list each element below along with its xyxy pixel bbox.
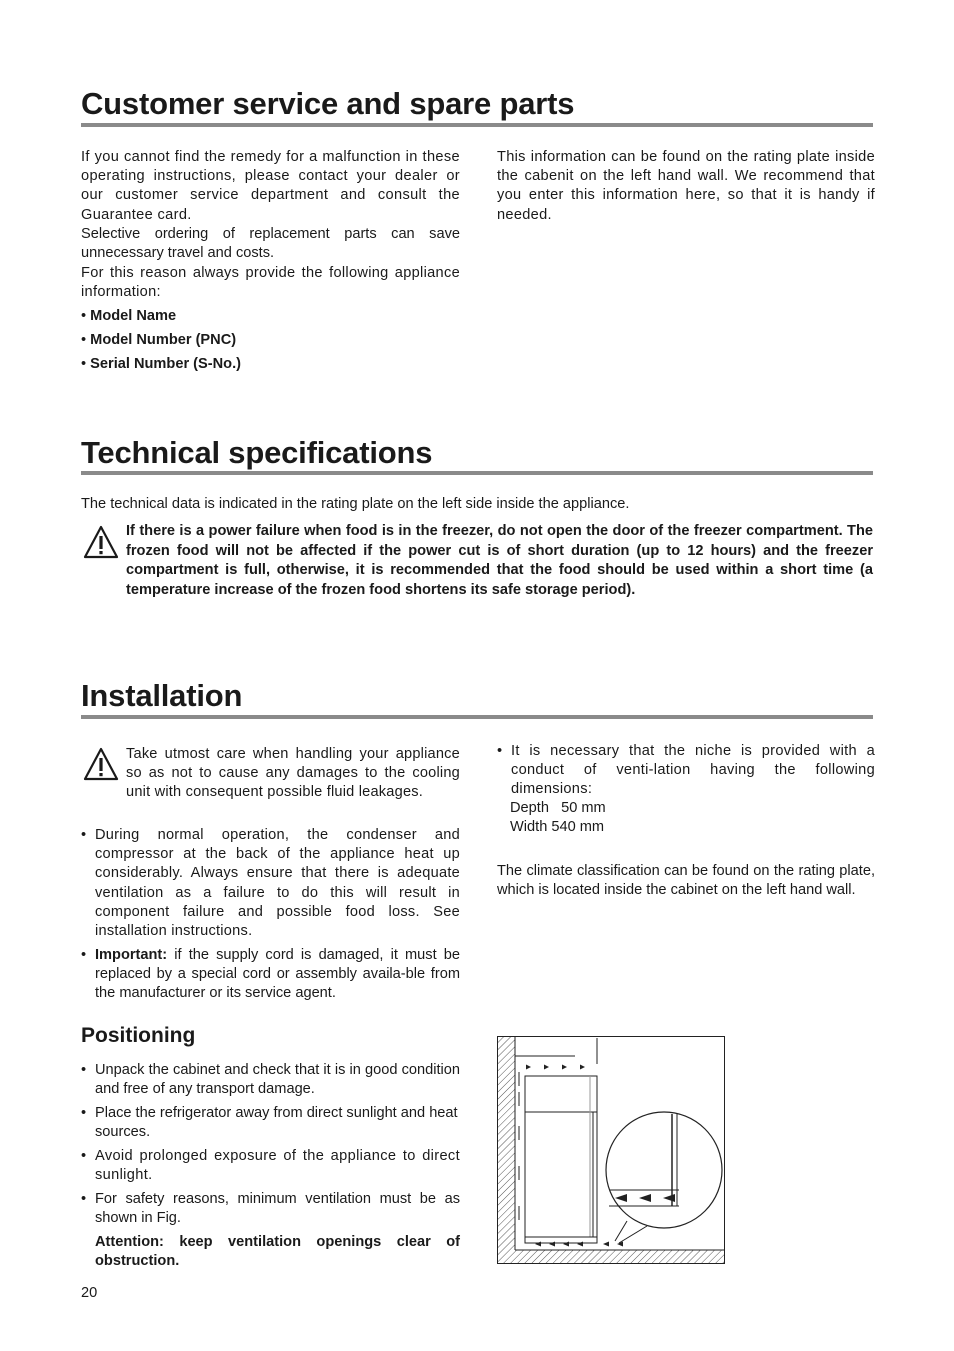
list-item <box>81 1190 460 1230</box>
list-item-label: Model Name <box>90 308 177 324</box>
heading-rule <box>81 715 873 719</box>
heading-rule <box>81 123 873 127</box>
bullet: • <box>81 1191 87 1207</box>
list-item <box>81 1147 460 1187</box>
bullet: • <box>81 1105 87 1121</box>
list-item-label: Model Number (PNC) <box>90 332 237 348</box>
paragraph: Selective ordering of replacement parts can save unnecessary travel and costs. <box>81 226 460 262</box>
list-item <box>497 742 875 802</box>
heading-installation: Installation <box>81 678 243 713</box>
list-item-text: It is necessary that the niche is provided with a conduct of venti-lation having the following dimensions: <box>511 743 875 798</box>
heading-positioning: Positioning <box>81 1024 196 1047</box>
paragraph: The technical data is indicated in the rating plate on the left side inside the appliance. <box>81 496 630 512</box>
list-item-text: For safety reasons, minimum ventilation must be as shown in Fig. <box>95 1191 460 1227</box>
list-item-text: During normal operation, the condenser and compressor at the back of the appliance heat up considerably. Always ensure that there is adequate ventilation as a failure to do this will result in component failure and possible food loss. See installation instructions. <box>95 827 460 940</box>
list-item-text: Unpack the cabinet and check that it is in good condition and free of any transport damage. <box>95 1062 460 1098</box>
list-item-model-number <box>81 331 460 350</box>
important-text: if the supply cord is damaged, it must be replaced by a special cord or assembly availa-ble from the manufacturer or its service agent. <box>95 947 460 1002</box>
warning-text: If there is a power failure when food is in the freezer, do not open the door of the freezer compartment. The frozen food will not be affected if the power cut is of short duration (up to 12 hours) and the freezer compartment is full, otherwise, it is recommended that the food should be used within a short time (a temperature increase of the frozen food shortens its safe storage period). <box>126 523 873 598</box>
paragraph: If you cannot find the remedy for a malfunction in these operating instructions, please contact your dealer or our customer service department and consult the Guarantee card. <box>81 149 460 223</box>
list-item-text: Place the refrigerator away from direct sunlight and heat sources. <box>95 1105 458 1141</box>
list-item <box>81 826 460 941</box>
bullet: • <box>81 1062 87 1078</box>
important-label: Important: <box>95 947 168 963</box>
heading-rule <box>81 471 873 475</box>
warning-text: Take utmost care when handling your appliance so as not to cause any damages to the cooling unit with consequent possible fluid leakages. <box>126 746 460 801</box>
bullet: • <box>81 827 87 843</box>
list-item-text: Avoid prolonged exposure of the appliance to direct sunlight. <box>95 1148 460 1184</box>
bullet: • <box>81 356 87 372</box>
dimension-depth: Depth 50 mm <box>510 800 606 816</box>
paragraph: The climate classification can be found on the rating plate, which is located inside the cabinet on the left hand wall. <box>497 863 875 899</box>
heading-technical-specifications: Technical specifications <box>81 435 433 470</box>
list-item-text <box>95 946 460 1004</box>
bullet: • <box>81 308 87 324</box>
list-item <box>81 1104 460 1144</box>
list-item-label: Serial Number (S-No.) <box>90 356 241 372</box>
list-item-model-name <box>81 307 460 326</box>
bullet: • <box>81 947 87 963</box>
attention-note: Attention: keep ventilation openings clear of obstruction. <box>95 1234 460 1270</box>
list-item-serial-number <box>81 355 460 374</box>
heading-customer-service: Customer service and spare parts <box>81 86 575 121</box>
paragraph: This information can be found on the rating plate inside the cabenit on the left hand wall. We recommend that you enter this information here, so that it is handy if needed. <box>497 149 875 223</box>
list-item <box>81 946 460 1006</box>
ventilation-diagram <box>497 1036 726 1266</box>
list-item <box>81 1061 460 1101</box>
page-number: 20 <box>81 1285 98 1301</box>
paragraph: For this reason always provide the following appliance information: <box>81 265 460 301</box>
bullet: • <box>81 1148 87 1164</box>
bullet: • <box>81 332 87 348</box>
bullet: • <box>497 743 503 759</box>
warning-triangle-icon <box>83 747 119 782</box>
dimension-width: Width 540 mm <box>510 819 605 835</box>
warning-triangle-icon <box>83 525 119 560</box>
